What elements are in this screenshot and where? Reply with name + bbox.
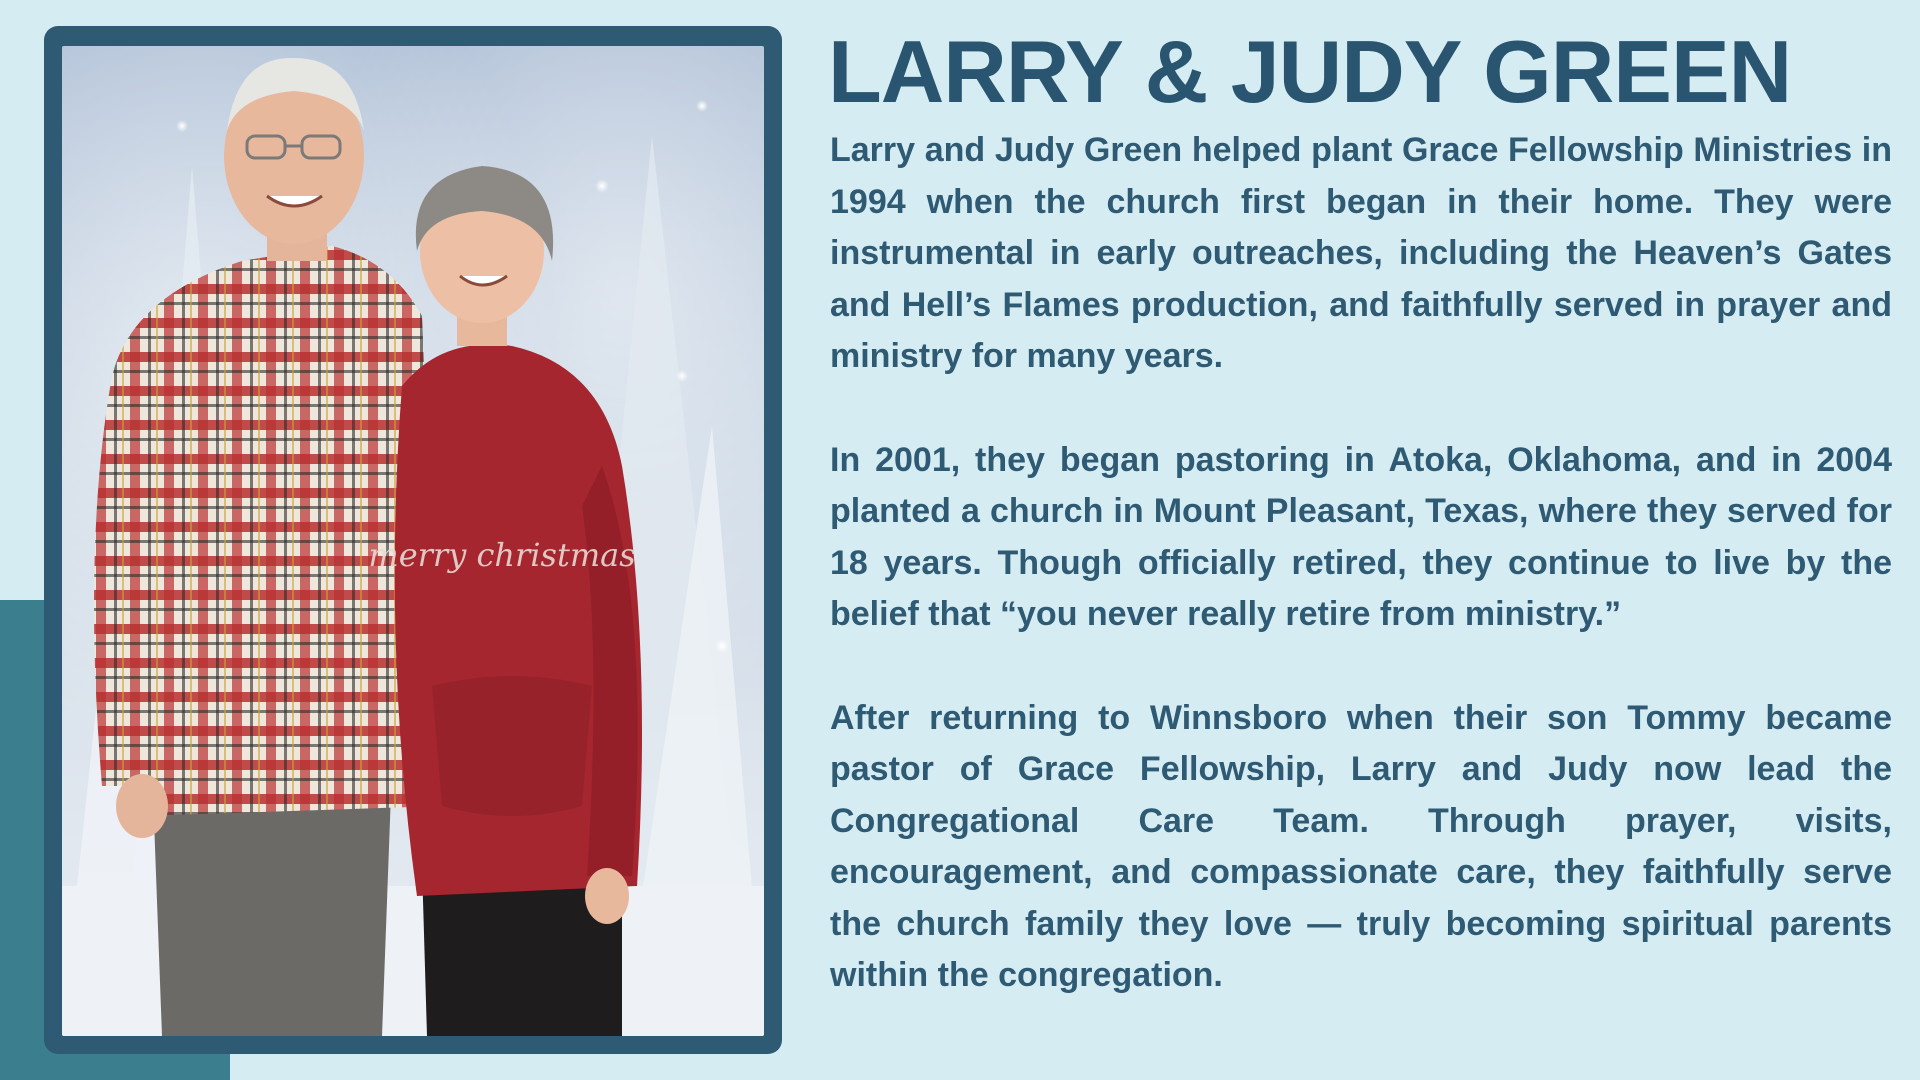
bio-paragraph-1: Larry and Judy Green helped plant Grace Fellowship Ministries in 1994 when the church first began in their home. They were instrumental in early outreaches, including the Heaven’s Gates and Hell’s Flames production, and faithfully served in prayer and ministry for many years. (830, 131, 1892, 375)
headline-title: LARRY & JUDY GREEN (828, 22, 1792, 121)
bio-text (830, 125, 1892, 1054)
bio-paragraph-3: After returning to Winnsboro when their son Tommy became pastor of Grace Fellowship, Larry and Judy now lead the Congregational Care Team. Through prayer, visits, encouragement, and compassionate care, they faithfully serve the church family they love — truly becoming spiritual parents within the congregation. (830, 698, 1892, 994)
photo-frame (44, 26, 782, 1054)
couple-photo (62, 46, 764, 1036)
couple-photo-illustration (62, 46, 764, 1036)
sweater-text: merry christmas (368, 536, 636, 574)
bio-paragraph-2: In 2001, they began pastoring in Atoka, Oklahoma, and in 2004 planted a church in Mount Pleasant, Texas, where they served for 18 years. Though officially retired, they continue to live by the belief that “you never really retire from ministry.” (830, 440, 1892, 633)
